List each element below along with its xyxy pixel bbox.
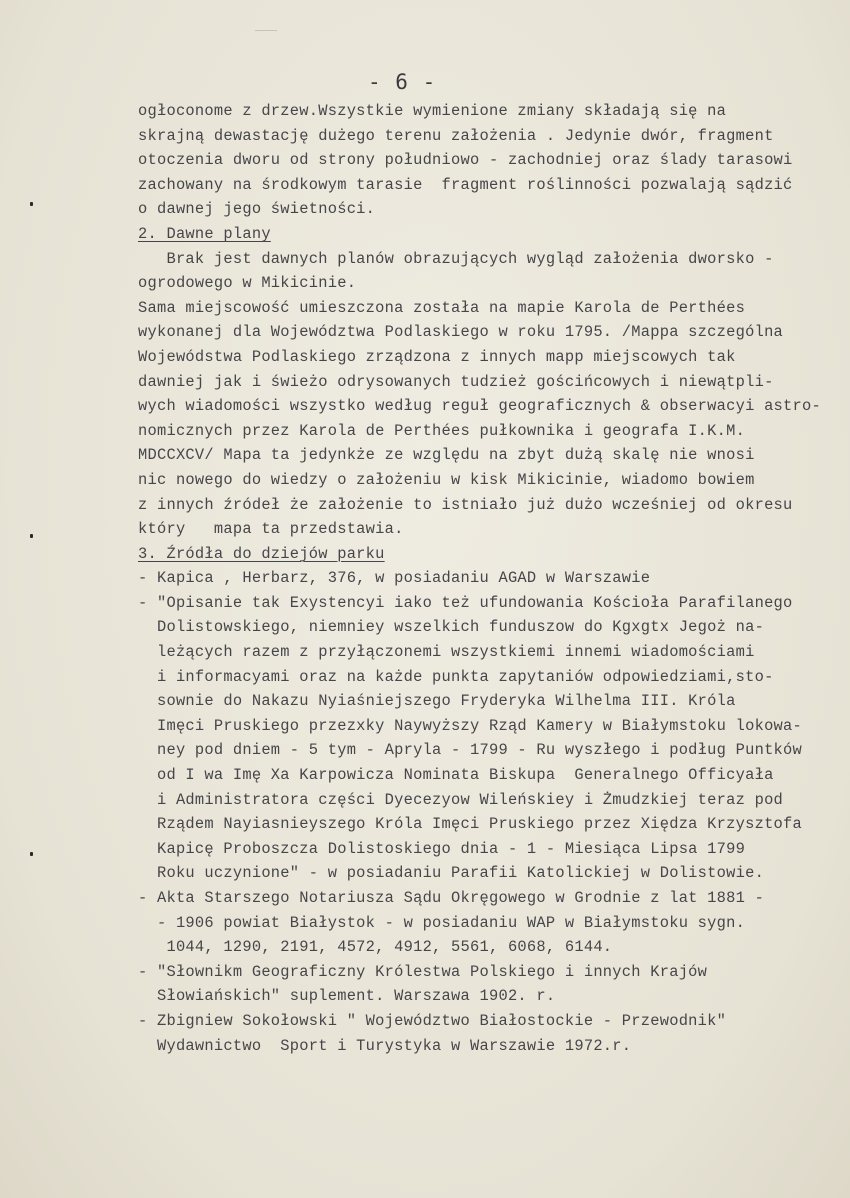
text-line: - 1906 powiat Białystok - w posiadaniu WAP w Białymstoku sygn. (138, 913, 746, 932)
text-line: dawniej jak i świeżo odrysowanych tudzież gościńcowych i niewątpli- (138, 372, 774, 391)
text-line: otoczenia dworu od strony południowo - zachodniej oraz ślady tarasowi (138, 151, 793, 170)
margin-dot (30, 202, 33, 206)
text-line: i informacyami oraz na każde punkta zapytaniów odpowiedziami,sto- (138, 667, 774, 686)
text-line: Wydawnictwo Sport i Turystyka w Warszawie 1972.r. (138, 1036, 632, 1055)
text-line: ogrodowego w Mikicinie. (138, 274, 357, 293)
section-heading-sources: 3. Źródła do dziejów parku (138, 544, 385, 563)
text-line: nic nowego do wiedzy o założeniu w kisk Mikicinie, wiadomo bowiem (138, 470, 755, 489)
text-line: - "Słownikm Geograficzny Królestwa Polskiego i innych Krajów (138, 962, 708, 981)
text-line: MDCCXCV/ Mapa ta jedynkże ze względu na zbyt dużą skalę nie wnosi (138, 446, 755, 465)
text-line: zachowany na środkowym tarasie fragment roślinności pozwalają sądzić (138, 175, 793, 194)
text-line: Słowiańskich" suplement. Warszawa 1902. r. (138, 987, 556, 1006)
text-line: wych wiadomości wszystko według reguł geograficznych & obserwacyi astro- (138, 397, 821, 416)
text-line: Kapicę Proboszcza Dolistoskiego dnia - 1 - Miesiąca Lipsa 1799 (138, 839, 746, 858)
text-line: Brak jest dawnych planów obrazujących wygląd założenia dworsko - (138, 249, 774, 268)
scan-mark (255, 30, 277, 31)
text-line: który mapa ta przedstawia. (138, 520, 404, 539)
text-line: ogłoconome z drzew.Wszystkie wymienione zmiany składają się na (138, 102, 727, 120)
section-heading-old-plans: 2. Dawne plany (138, 224, 271, 243)
text-line: Imęci Pruskiego przezxky Naywyższy Rząd Kamery w Białymstoku lokowa- (138, 716, 803, 735)
text-line: 1044, 1290, 2191, 4572, 4912, 5561, 6068, 6144. (138, 938, 613, 957)
text-line: - "Opisanie tak Exystencyi iako też ufundowania Kościoła Parafilanego (138, 593, 793, 612)
margin-dot (30, 852, 33, 856)
text-line: - Akta Starszego Notariusza Sądu Okręgowego w Grodnie z lat 1881 - (138, 889, 765, 907)
text-line: Wojewódstwa Podlaskiego zrządzona z innych mapp miejscowych tak (138, 347, 736, 366)
text-line: - Kapica , Herbarz, 376, w posiadaniu AGAD w Warszawie (138, 569, 651, 588)
text-line: Sama miejscowość umieszczona została na mapie Karola de Perthées (138, 298, 746, 317)
text-line: leżących razem z przyłączonemi wszystkiemi innemi wiadomościami (138, 643, 755, 662)
text-line: ney pod dniem - 5 tym - Apryla - 1799 - Ru wyszłego i podług Puntków (138, 741, 803, 760)
text-line: - Zbigniew Sokołowski " Województwo Białostockie - Przewodnik" (138, 1011, 727, 1030)
text-line: Rządem Nayiasnieyszego Króla Imęci Pruskiego przez Xiędza Krzysztofa (138, 815, 803, 834)
text-line: wykonanej dla Województwa Podlaskiego w roku 1795. /Mappa szczególna (138, 323, 784, 342)
typed-text-body (138, 99, 838, 1058)
text-line: Dolistowskiego, niemniey wszelkich funduszow do Kgxgtx Jegoż na- (138, 618, 765, 637)
page-number: - 6 - (368, 70, 437, 94)
text-line: Roku uczynione" - w posiadaniu Parafii Katolickiej w Dolistowie. (138, 864, 765, 883)
text-line: sownie do Nakazu Nyiaśniejszego Fryderyka Wilhelma III. Króla (138, 692, 736, 711)
text-line: o dawnej jego świetności. (138, 200, 376, 219)
text-line: od I wa Imę Xa Karpowicza Nominata Biskupa Generalnego Officyała (138, 766, 774, 785)
margin-dot (30, 534, 33, 538)
text-line: z innych źródeł że założenie to istniało już dużo wcześniej od okresu (138, 495, 793, 514)
text-line: nomicznych przez Karola de Perthées pułkownika i geografa I.K.M. (138, 421, 746, 440)
text-line: i Administratora części Dyecezyow Wileńskiey i Żmudzkiej teraz pod (138, 790, 784, 809)
text-line: skrajną dewastację dużego terenu założenia . Jedynie dwór, fragment (138, 126, 774, 145)
